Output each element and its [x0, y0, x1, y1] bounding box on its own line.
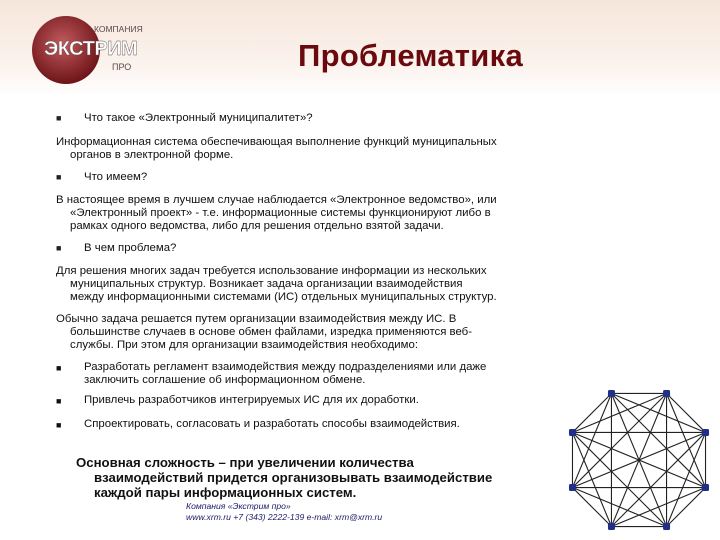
graph-node: [663, 523, 670, 530]
footer: [186, 501, 382, 523]
graph-edge: [572, 393, 666, 487]
page-title: Проблематика: [298, 38, 524, 73]
graph-edge: [572, 432, 666, 526]
graph-node: [702, 429, 709, 436]
answer-2: [56, 194, 596, 233]
answer-2-line2: «Электронный проект» - т.е. информационные системы функционируют либо в: [70, 207, 491, 219]
answer-4-line1: Обычно задача решается путем организации взаимодействия между ИС. В: [56, 313, 457, 325]
step-3-line1: Спроектировать, согласовать и разработать способы взаимодействия.: [84, 418, 460, 430]
logo-line1: КОМПАНИЯ: [94, 24, 143, 34]
graph-edge: [667, 393, 706, 432]
answer-1: [56, 136, 596, 162]
bullet-icon: ■: [56, 243, 62, 253]
answer-3-line3: между информационными системами (ИС) отдельных муниципальных структур.: [70, 291, 497, 303]
graph-node: [569, 429, 576, 436]
graph-node: [569, 484, 576, 491]
graph-edge: [572, 488, 611, 527]
step-2-line1: Привлечь разработчиков интегрируемых ИС для их доработки.: [84, 394, 419, 406]
answer-1-line1: Информационная система обеспечивающая выполнение функций муниципальных: [56, 136, 497, 148]
answer-2-line3: рамках одного ведомства, либо для решения отдельно взятой задачи.: [70, 220, 444, 232]
question-2-text: Что имеем?: [84, 171, 148, 183]
bullet-icon: ■: [56, 420, 62, 430]
answer-3-line2: муниципальных структур. Возникает задача организации взаимодействия: [70, 278, 463, 290]
emphasis-line2: взаимодействий придется организовывать взаимодействие: [94, 470, 493, 485]
graph-node: [702, 484, 709, 491]
key-difficulty: [76, 455, 596, 500]
graph-node: [663, 390, 670, 397]
step-1-line1: Разработать регламент взаимодействия между подразделениями или даже: [84, 361, 487, 373]
logo-line2: ЭКСТРИМ: [44, 38, 138, 60]
bullet-icon: ■: [56, 396, 62, 406]
emphasis-line1: Основная сложность – при увеличении количества: [76, 455, 414, 470]
bullet-icon: ■: [56, 363, 62, 373]
question-3-text: В чем проблема?: [84, 242, 177, 254]
answer-1-line2: органов в электронной форме.: [70, 149, 234, 161]
company-logo: [28, 10, 178, 88]
slide-header: [0, 0, 720, 96]
answer-4-line2: большинстве случаев в основе обмен файлами, изредка применяются веб-: [70, 326, 473, 338]
emphasis-line3: каждой пары информационных систем.: [94, 485, 357, 500]
complete-graph-diagram: [558, 378, 720, 540]
graph-edge: [572, 393, 611, 432]
answer-4-line3: службы. При этом для организации взаимодействия необходимо:: [70, 339, 419, 351]
graph-edge: [611, 393, 705, 487]
bullet-icon: ■: [56, 172, 62, 182]
graph-edge: [667, 488, 706, 527]
question-1-text: Что такое «Электронный муниципалитет»?: [84, 112, 313, 124]
answer-4: [56, 313, 596, 352]
answer-3: [56, 265, 596, 304]
bullet-icon: ■: [56, 113, 62, 123]
logo-line3: ПРО: [112, 62, 132, 72]
graph-node: [608, 523, 615, 530]
footer-company: Компания «Экстрим про»: [186, 501, 291, 511]
footer-contacts: www.xrm.ru +7 (343) 2222-139 e-mail: xrm@xrm.ru: [186, 512, 383, 522]
answer-2-line1: В настоящее время в лучшем случае наблюдается «Электронное ведомство», или: [56, 194, 497, 206]
answer-3-line1: Для решения многих задач требуется использование информации из нескольких: [56, 265, 487, 277]
graph-edge: [611, 432, 705, 526]
graph-node: [608, 390, 615, 397]
step-1-line2: заключить соглашение об информационном обмене.: [84, 374, 366, 386]
